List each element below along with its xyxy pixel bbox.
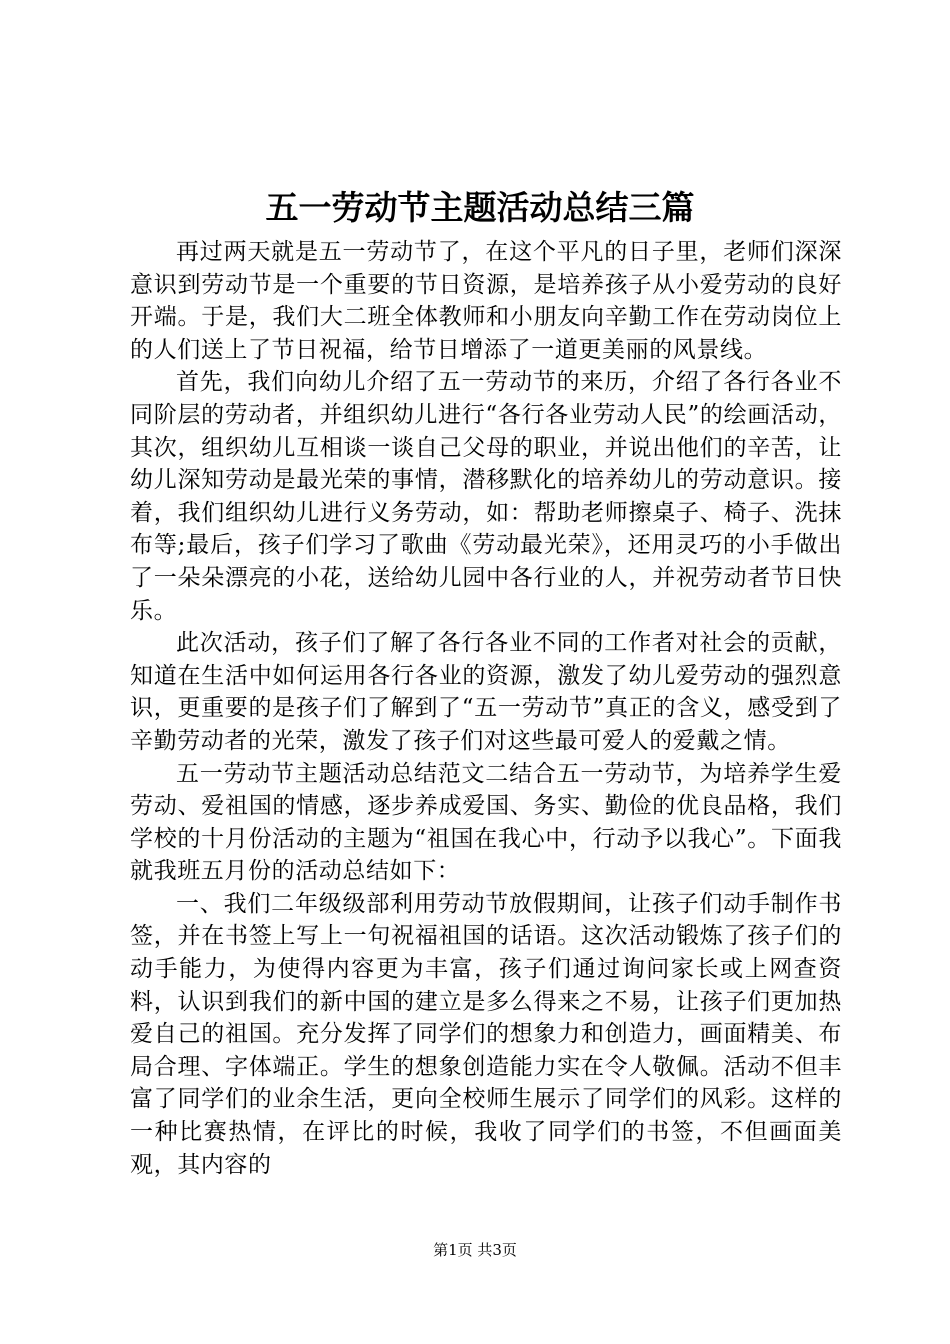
- paragraph-5: 一、我们二年级级部利用劳动节放假期间，让孩子们动手制作书签，并在书签上写上一句祝福祖国的话语。这次活动锻炼了孩子们的动手能力，为使得内容更为丰富，孩子们通过询问家长或上网查资料，认识到我们的新中国的建立是多么得来之不易，让孩子们更加热爱自己的祖国。充分发挥了同学们的想象力和创造力，画面精美、布局合理、字体端正。学生的想象创造能力实在令人敬佩。活动不但丰富了同学们的业余生活，更向全校师生展示了同学们的风彩。这样的一种比赛热情，在评比的时候，我收了同学们的书签，不但画面美观，其内容的: [130, 890, 842, 1178]
- paragraph-3: 此次活动，孩子们了解了各行各业不同的工作者对社会的贡献，知道在生活中如何运用各行各业的资源，激发了幼儿爱劳动的强烈意识，更重要的是孩子们了解到了“五一劳动节”真正的含义，感受到了辛勤劳动者的光荣，激发了孩子们对这些最可爱人的爱戴之情。: [130, 630, 842, 754]
- paragraph-4: 五一劳动节主题活动总结范文二结合五一劳动节，为培养学生爱劳动、爱祖国的情感，逐步养成爱国、务实、勤俭的优良品格，我们学校的十月份活动的主题为“祖国在我心中，行动予以我心”。下面我就我班五月份的活动总结如下：: [130, 760, 842, 885]
- document-title: 五一劳动节主题活动总结三篇: [265, 188, 695, 227]
- document-body: [130, 236, 842, 1181]
- paragraph-1: 再过两天就是五一劳动节了，在这个平凡的日子里，老师们深深意识到劳动节是一个重要的节日资源，是培养孩子从小爱劳动的良好开端。于是，我们大二班全体教师和小朋友向辛勤工作在劳动岗位上的人们送上了节日祝福，给节日增添了一道更美丽的风景线。: [130, 239, 842, 363]
- page-footer: 第1页 共3页: [433, 1241, 517, 1259]
- paragraph-2: 首先，我们向幼儿介绍了五一劳动节的来历，介绍了各行各业不同阶层的劳动者，并组织幼儿进行“各行各业劳动人民”的绘画活动，其次，组织幼儿互相谈一谈自己父母的职业，并说出他们的辛苦，让幼儿深知劳动是最光荣的事情，潜移默化的培养幼儿的劳动意识。接着，我们组织幼儿进行义务劳动，如：帮助老师擦桌子、椅子、洗抹布等;最后，孩子们学习了歌曲《劳动最光荣》，还用灵巧的小手做出了一朵朵漂亮的小花，送给幼儿园中各行业的人，并祝劳动者节日快乐。: [130, 369, 842, 624]
